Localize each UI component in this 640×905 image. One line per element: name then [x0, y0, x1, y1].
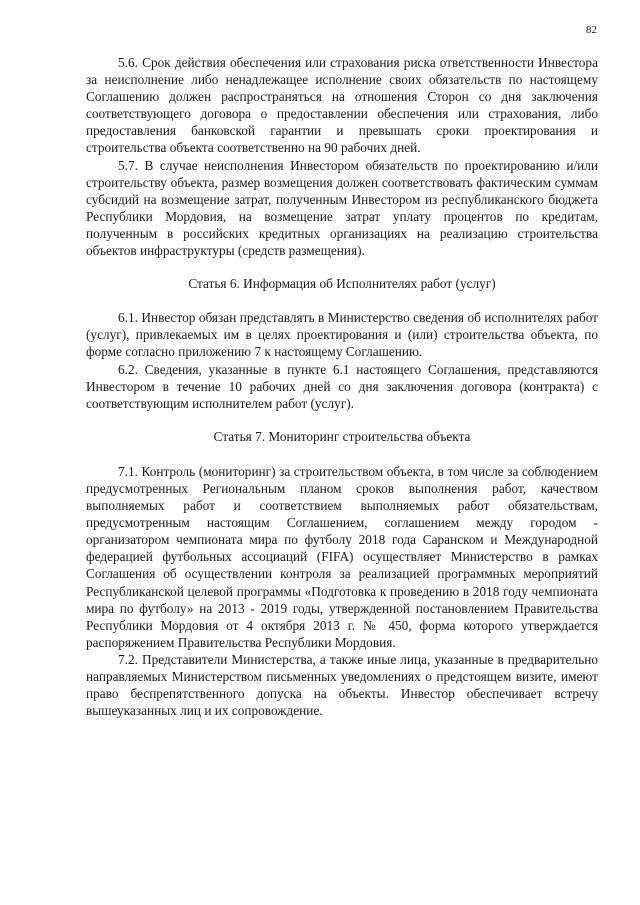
article-7-heading: Статья 7. Мониторинг строительства объекта: [213, 428, 471, 444]
paragraph-7-1: 7.1. Контроль (мониторинг) за строительством объекта, в том числе за соблюдением предусмотренных Региональным планом сроков выполнения работ, качеством выполняемых работ и соответствием выполняемых работ обязательствам, предусмотренным настоящим Соглашением, соглашением между городом - организатором чемпионата мира по футболу 2018 года Саранском и Международной федерацией футбольных ассоциаций (FIFA) осуществляет Министерство в рамках Соглашения об осуществлении контроля за реализацией программных мероприятий Республиканской целевой программы «Подготовка к проведению в 2018 году чемпионата мира по футболу» на 2013 - 2019 годы, утвержденной постановлением Правительства Республики Мордовия от 4 октября 2013 г. № 450, форма которого утверждается распоряжением Правительства Республики Мордовия.: [86, 463, 598, 650]
paragraph-5-6: 5.6. Срок действия обеспечения или страхования риска ответственности Инвестора за неисполнение либо ненадлежащее исполнение своих обязательств по настоящему Соглашению должен распространяться на отношения Сторон со дня заключения соответствующего договора о предоставлении обеспечения или страхования, либо предоставления банковской гарантии и превышать сроки проектирования и строительства объекта соответственно на 90 рабочих дней.: [86, 55, 598, 156]
paragraph-6-2: 6.2. Сведения, указанные в пункте 6.1 настоящего Соглашения, представляются Инвестором в течение 10 рабочих дней со дня заключения договора (контракта) с соответствующим исполнителем работ (услуг).: [86, 361, 598, 411]
page-number: 82: [586, 24, 597, 36]
document-body: [86, 54, 598, 719]
paragraph-6-1: 6.1. Инвестор обязан представлять в Министерство сведения об исполнителях работ (услуг), привлекаемых им в целях проектирования и (или) строительства объекта, по форме согласно приложению 7 к настоящему Соглашению.: [86, 310, 598, 360]
paragraph-5-7: 5.7. В случае неисполнения Инвестором обязательств по проектированию и/или строительству объекта, размер возмещения должен соответствовать фактическим суммам субсидий на возмещение затрат, полученным Инвестором из республиканского бюджета Республики Мордовия, на возмещение затрат уплату процентов по кредитам, полученным в российских кредитных организациях на реализацию строительства объектов инфраструктуры (средств размещения).: [86, 157, 598, 259]
article-6-heading: Статья 6. Информация об Исполнителях работ (услуг): [188, 276, 496, 292]
paragraph-7-2: 7.2. Представители Министерства, а также иные лица, указанные в предварительно направляемых Министерством письменных уведомлениях о предстоящем визите, имеют право беспрепятственного допуска на объекты. Инвестор обеспечивает встречу вышеуказанных лиц и их сопровождение.: [86, 651, 598, 719]
